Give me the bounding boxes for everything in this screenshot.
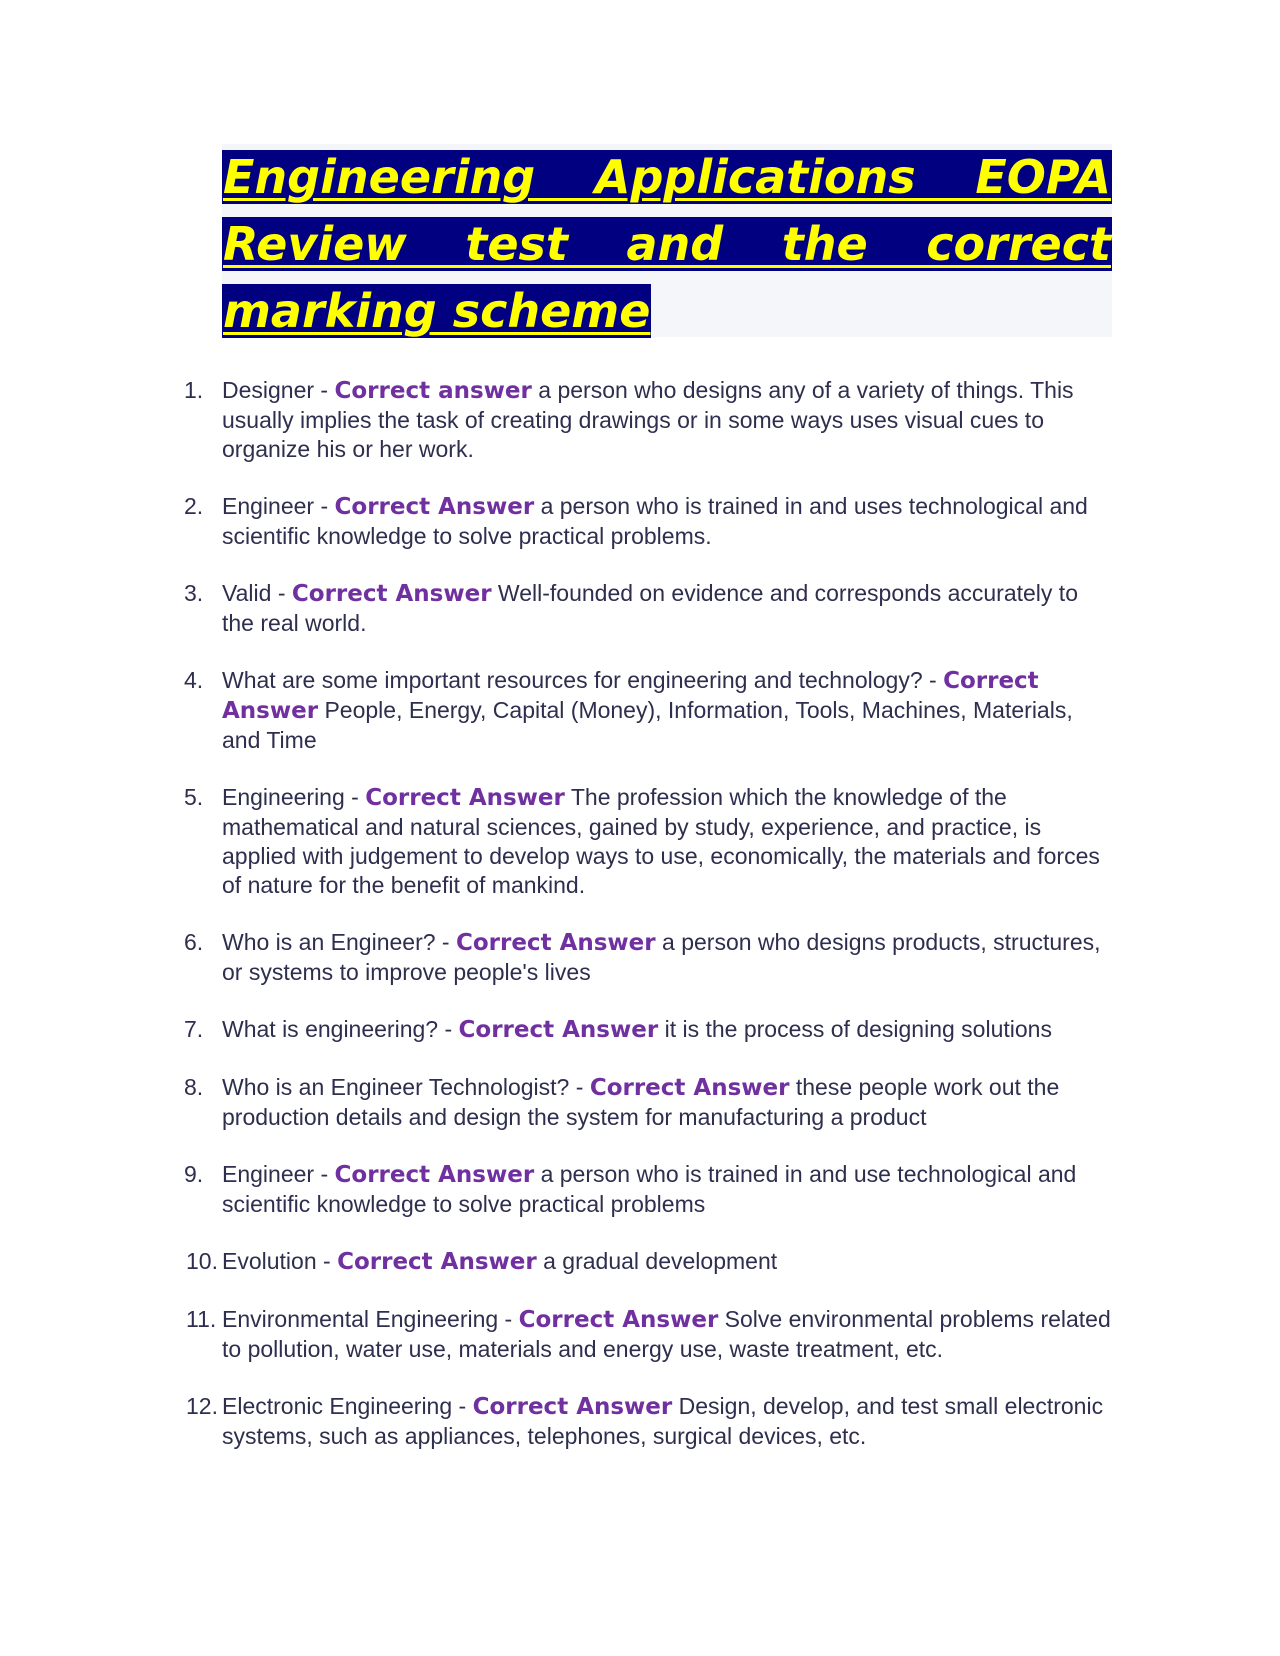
question-term: Valid xyxy=(222,580,272,606)
question-term: Who is an Engineer? xyxy=(222,929,436,955)
answer-text: The profession which the knowledge of the mathematical and natural sciences, gained by study, experience, and practice, is applied with judgement to develop ways to use, economically, the materials and forces of nature for the benefit of mankind. xyxy=(222,784,1100,898)
answer-text: it is the process of designing solutions xyxy=(658,1016,1052,1042)
term-separator: - xyxy=(271,580,292,606)
term-separator: - xyxy=(438,1016,459,1042)
question-term: Environmental Engineering xyxy=(222,1306,499,1332)
term-separator: - xyxy=(314,377,335,403)
correct-answer-label: Correct Answer xyxy=(334,1162,535,1188)
list-item xyxy=(172,1305,1112,1364)
answer-text: these people work out the production details and design the system for manufacturing a product xyxy=(222,1074,1060,1130)
qa-list xyxy=(172,376,1112,1479)
item-number: 6. xyxy=(184,929,204,955)
correct-answer-label: Correct Answer xyxy=(518,1307,719,1333)
item-number: 1. xyxy=(184,377,204,403)
list-item xyxy=(172,666,1112,755)
list-item xyxy=(172,1160,1112,1219)
question-term: Engineering xyxy=(222,784,345,810)
item-number: 11. xyxy=(186,1306,217,1332)
correct-answer-label: Correct Answer xyxy=(222,668,1039,724)
list-item xyxy=(172,579,1112,638)
correct-answer-label: Correct Answer xyxy=(589,1075,790,1101)
term-separator: - xyxy=(498,1306,519,1332)
term-separator: - xyxy=(435,929,456,955)
question-term: Engineer xyxy=(222,1161,315,1187)
term-separator: - xyxy=(316,1248,338,1274)
term-separator: - xyxy=(452,1393,473,1419)
correct-answer-label: Correct Answer xyxy=(472,1394,673,1420)
correct-answer-label: Correct Answer xyxy=(291,581,492,607)
document-title xyxy=(222,144,1112,345)
item-number: 2. xyxy=(184,493,204,519)
correct-answer-label: Correct Answer xyxy=(365,785,565,811)
answer-text: a person who is trained in and uses technological and scientific knowledge to solve practical problems. xyxy=(222,493,1088,549)
item-number: 3. xyxy=(184,580,204,606)
list-item xyxy=(172,1073,1112,1132)
document-title-text: Engineering Applications EOPA Review test and the correct marking scheme xyxy=(223,150,1111,338)
list-item xyxy=(172,376,1112,464)
correct-answer-label: Correct Answer xyxy=(455,930,656,956)
title-block xyxy=(222,144,1112,337)
list-item xyxy=(172,1247,1112,1277)
question-term: Evolution xyxy=(222,1248,317,1274)
question-term: Who is an Engineer Technologist? xyxy=(222,1074,570,1100)
list-item xyxy=(172,928,1112,987)
answer-text: a person who designs any of a variety of things. This usually implies the task of creating drawings or in some ways uses visual cues to organize his or her work. xyxy=(222,377,1074,462)
correct-answer-label: Correct Answer xyxy=(337,1249,537,1275)
list-item xyxy=(172,1015,1112,1045)
question-term: Electronic Engineering xyxy=(222,1393,453,1419)
term-separator: - xyxy=(314,1161,335,1187)
item-number: 8. xyxy=(184,1074,204,1100)
term-separator: - xyxy=(922,667,944,693)
term-separator: - xyxy=(314,493,335,519)
question-term: Designer xyxy=(222,377,315,403)
answer-text: Well-founded on evidence and corresponds accurately to the real world. xyxy=(222,580,1078,636)
list-item xyxy=(172,492,1112,551)
answer-text: a person who designs products, structures, or systems to improve people's lives xyxy=(222,929,1101,985)
correct-answer-label: Correct Answer xyxy=(458,1017,659,1043)
answer-text: a person who is trained in and use technological and scientific knowledge to solve practical problems xyxy=(222,1161,1077,1217)
correct-answer-label: Correct answer xyxy=(334,378,532,404)
question-term: What are some important resources for engineering and technology? xyxy=(222,667,923,693)
question-term: What is engineering? xyxy=(222,1016,439,1042)
answer-text: People, Energy, Capital (Money), Information, Tools, Machines, Materials, and Time xyxy=(222,697,1073,753)
question-term: Engineer xyxy=(222,493,315,519)
correct-answer-label: Correct Answer xyxy=(334,494,535,520)
list-item xyxy=(172,1392,1112,1451)
item-number: 7. xyxy=(184,1016,204,1042)
list-item xyxy=(172,783,1112,900)
item-number: 9. xyxy=(184,1161,204,1187)
answer-text: Design, develop, and test small electronic systems, such as appliances, telephones, surgical devices, etc. xyxy=(222,1393,1104,1449)
item-number: 10. xyxy=(186,1248,218,1274)
answer-text: Solve environmental problems related to pollution, water use, materials and energy use, waste treatment, etc. xyxy=(222,1306,1111,1362)
term-separator: - xyxy=(344,784,366,810)
term-separator: - xyxy=(569,1074,590,1100)
item-number: 12. xyxy=(186,1393,218,1419)
answer-text: a gradual development xyxy=(536,1248,778,1274)
item-number: 4. xyxy=(184,667,204,693)
item-number: 5. xyxy=(184,784,204,810)
